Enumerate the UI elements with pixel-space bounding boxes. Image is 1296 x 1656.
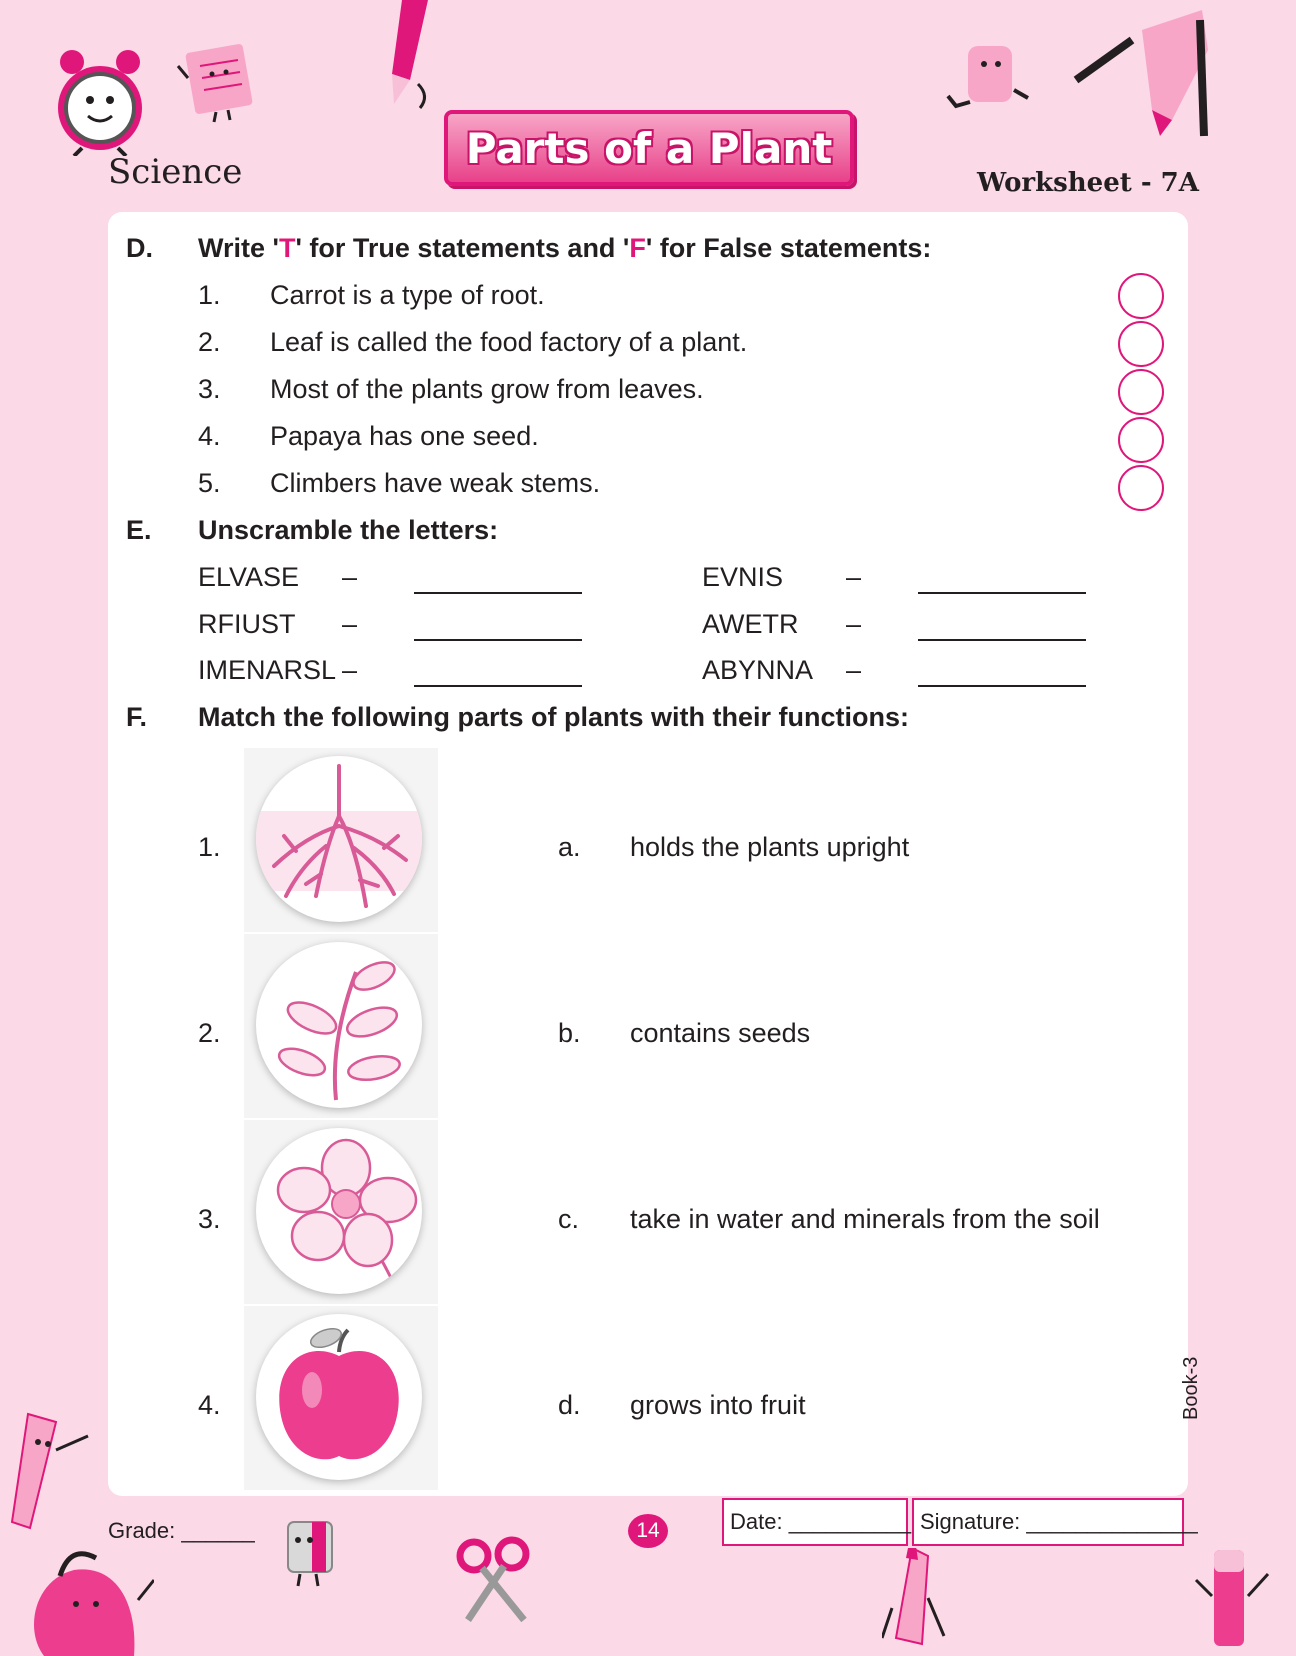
subject-label: Science [108,152,243,192]
eraser-character-icon [944,40,1034,120]
match-function-text: grows into fruit [630,1390,806,1420]
answer-blank[interactable] [918,592,1086,594]
match-number: 4. [198,1390,221,1420]
book-label: Book-3 [1180,1356,1202,1420]
section-e-instruction: Unscramble the letters: [198,515,499,545]
scrambled-word: AWETR [702,609,799,639]
match-option-letter: a. [558,832,581,862]
answer-circle[interactable] [1118,273,1164,319]
question-number: 1. [198,280,221,310]
answer-blank[interactable] [414,685,582,687]
match-image-cell [244,1120,438,1304]
match-function-text: holds the plants upright [630,832,910,862]
section-d-letter: D. [126,233,153,263]
question-number: 4. [198,421,221,451]
backpack-icon [14,1520,154,1656]
match-option-letter: b. [558,1018,581,1048]
question-number: 5. [198,468,221,498]
answer-blank[interactable] [414,592,582,594]
true-false-statement: Climbers have weak stems. [270,468,601,498]
signature-field[interactable]: Signature: ______________ [912,1498,1184,1546]
dash: – [342,655,358,685]
match-function-text: take in water and minerals from the soil [630,1204,1100,1234]
dash: – [846,562,862,592]
answer-circle[interactable] [1118,417,1164,463]
scrambled-word: IMENARSL [198,655,337,685]
section-f-letter: F. [126,702,148,732]
worksheet-number: Worksheet - 7A [977,168,1199,198]
ruler-pencil-icon [1072,10,1212,140]
date-label: Date: [730,1509,783,1534]
leaf-stem-icon [256,942,422,1108]
pencil-character-icon [380,0,440,110]
section-f-instruction: Match the following parts of plants with their functions: [198,702,909,732]
match-number: 1. [198,832,221,862]
question-number: 3. [198,374,221,404]
sharpener-icon [282,1516,346,1588]
answer-circle[interactable] [1118,369,1164,415]
true-false-statement: Papaya has one seed. [270,421,539,451]
page-number: 14 [628,1514,668,1548]
answer-blank[interactable] [918,685,1086,687]
match-option-letter: c. [558,1204,580,1234]
ruler-character-icon [8,1410,94,1530]
match-image-cell [244,1306,438,1490]
match-number: 2. [198,1018,221,1048]
scissors-icon [454,1536,534,1622]
dash: – [342,609,358,639]
dash: – [342,562,358,592]
notepad-icon [176,44,264,124]
flower-icon [256,1128,422,1294]
match-image-cell [244,934,438,1118]
section-d-instruction: Write 'T' for True statements and 'F' for False statements: [198,233,932,263]
question-number: 2. [198,327,221,357]
worksheet-title-banner [444,110,854,186]
page-title: Parts of a Plant [465,123,833,173]
grade-label: Grade: [108,1518,176,1543]
dash: – [846,655,862,685]
match-option-letter: d. [558,1390,581,1420]
answer-blank[interactable] [414,639,582,641]
root-icon [256,756,422,922]
match-image-cell [244,748,438,932]
section-e-letter: E. [126,515,152,545]
dash: – [846,609,862,639]
answer-blank[interactable] [918,639,1086,641]
glue-stick-icon [1192,1540,1272,1650]
true-false-statement: Most of the plants grow from leaves. [270,374,704,404]
scrambled-word: ELVASE [198,562,300,592]
true-false-statement: Carrot is a type of root. [270,280,545,310]
true-false-statement: Leaf is called the food factory of a plant. [270,327,748,357]
match-number: 3. [198,1204,221,1234]
match-function-text: contains seeds [630,1018,811,1048]
crayon-character-icon [882,1548,952,1648]
date-field[interactable]: Date: __________ [722,1498,908,1546]
grade-field[interactable]: Grade: ______ [108,1518,255,1543]
apple-icon [256,1314,422,1480]
answer-circle[interactable] [1118,465,1164,511]
alarm-clock-icon [52,44,152,156]
scrambled-word: RFIUST [198,609,296,639]
scrambled-word: ABYNNA [702,655,814,685]
scrambled-word: EVNIS [702,562,784,592]
answer-circle[interactable] [1118,321,1164,367]
signature-label: Signature: [920,1509,1021,1534]
